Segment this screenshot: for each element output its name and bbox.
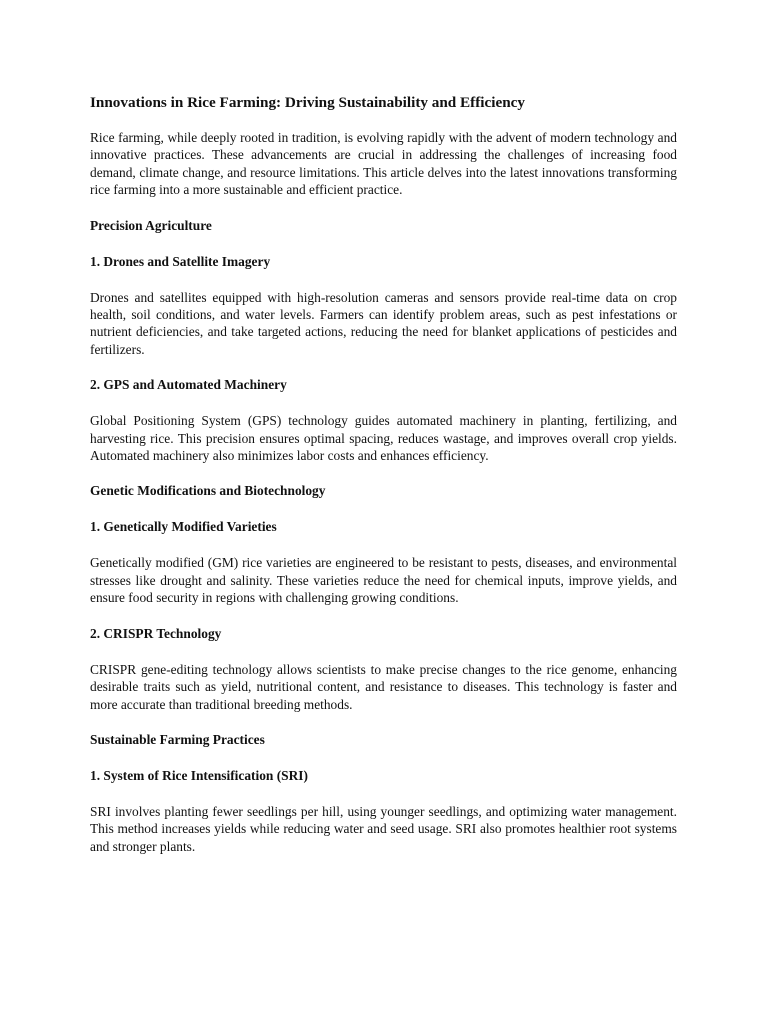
subsection-heading-sri: 1. System of Rice Intensification (SRI)	[90, 767, 308, 783]
subsection-heading-drones: 1. Drones and Satellite Imagery	[90, 253, 271, 269]
subsection-heading-gps: 2. GPS and Automated Machinery	[90, 377, 287, 393]
section-heading-precision-agriculture: Precision Agriculture	[90, 217, 212, 233]
section-heading-sustainable-practices: Sustainable Farming Practices	[90, 731, 265, 747]
paragraph-gm-varieties: Genetically modified (GM) rice varieties are engineered to be resistant to pests, diseases, and environmental stresses like drought and salinity. These varieties reduce the need for chemical inputs, improve yields, and ensure food security in regions with challenging growing conditions.	[90, 555, 677, 606]
paragraph-crispr: CRISPR gene-editing technology allows scientists to make precise changes to the rice genome, enhancing desirable traits such as yield, nutritional content, and resistance to diseases. This technology is faster and more accurate than traditional breeding methods.	[90, 661, 677, 712]
section-heading-genetic-modifications: Genetic Modifications and Biotechnology	[90, 483, 326, 499]
intro-paragraph: Rice farming, while deeply rooted in tradition, is evolving rapidly with the advent of modern technology and innovative practices. These advancements are crucial in addressing the challenges of increasing food demand, climate change, and resource limitations. This article delves into the latest innovations transforming rice farming into a more sustainable and efficient practice.	[90, 130, 677, 198]
subsection-heading-gm-varieties: 1. Genetically Modified Varieties	[90, 519, 277, 535]
document-title: Innovations in Rice Farming: Driving Sustainability and Efficiency	[90, 94, 525, 111]
paragraph-drones: Drones and satellites equipped with high-resolution cameras and sensors provide real-time data on crop health, soil conditions, and water levels. Farmers can identify problem areas, such as pest infestations or nutrient deficiencies, and take targeted actions, reducing the need for blanket applications of pesticides and fertilizers.	[90, 289, 677, 357]
paragraph-gps: Global Positioning System (GPS) technology guides automated machinery in planting, fertilizing, and harvesting rice. This precision ensures optimal spacing, reduces wastage, and improves overall crop yields. Automated machinery also minimizes labor costs and enhances efficiency.	[90, 413, 677, 464]
paragraph-sri: SRI involves planting fewer seedlings per hill, using younger seedlings, and optimizing water management. This method increases yields while reducing water and seed usage. SRI also promotes healthier root systems and stronger plants.	[90, 803, 677, 854]
subsection-heading-crispr: 2. CRISPR Technology	[90, 625, 222, 641]
document-page	[90, 93, 677, 873]
